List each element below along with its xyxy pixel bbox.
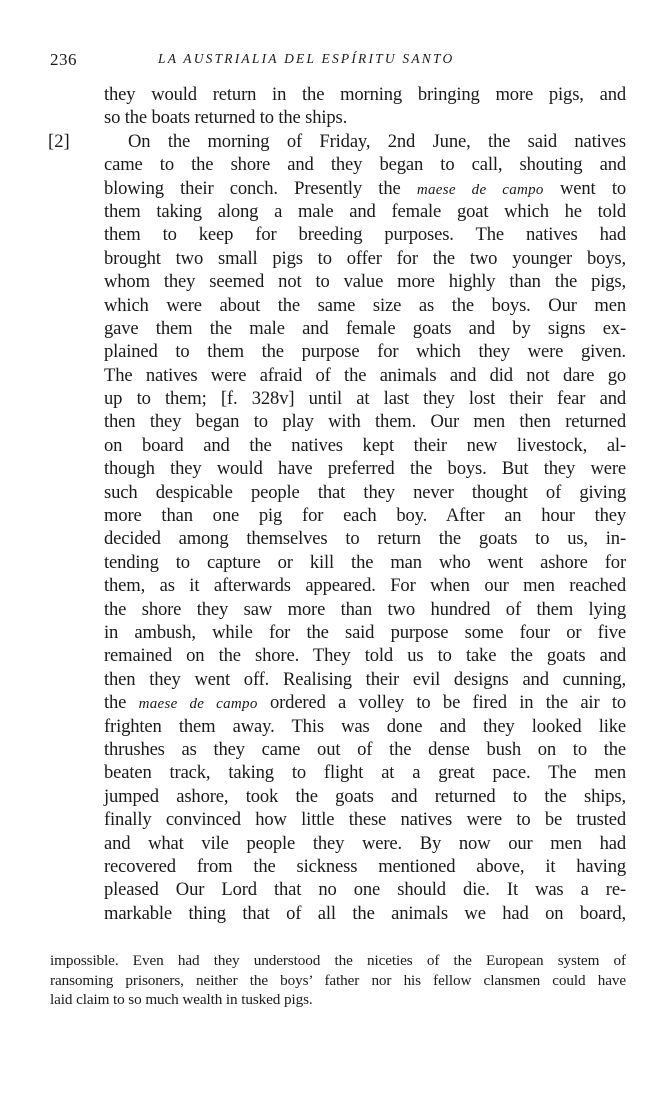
text-line-19: more than one pig for each boy. After an hour they bbox=[104, 505, 626, 527]
page-number: 236 bbox=[50, 50, 77, 69]
text-line-33: and what vile people they were. By now our men had bbox=[104, 832, 626, 854]
text-line-25: remained on the shore. They told us to take the goats and bbox=[104, 645, 626, 667]
text-line-5 bbox=[104, 177, 626, 200]
text-line-21: tending to capture or kill the man who went ashore for bbox=[104, 551, 626, 573]
text-line-7: them to keep for breeding purposes. The natives had bbox=[104, 224, 626, 246]
text-line-10: which were about the same size as the boys. Our men bbox=[104, 294, 626, 316]
footnote-line-3: laid claim to so much wealth in tusked pigs. bbox=[50, 991, 313, 1009]
text-line-34: recovered from the sickness mentioned above, it having bbox=[104, 855, 626, 877]
text-line-27-head: the bbox=[104, 692, 139, 714]
italic-term-maese-de-campo-2: maese de campo bbox=[138, 696, 258, 713]
paragraph-marker: [2] bbox=[48, 130, 70, 152]
text-line-32: finally convinced how little these natives were to be trusted bbox=[104, 809, 626, 831]
text-line-6: them taking along a male and female goat which he told bbox=[104, 200, 626, 222]
text-line-12: plained to them the purpose for which they were given. bbox=[104, 341, 626, 363]
text-line-31: jumped ashore, took the goats and returned to the ships, bbox=[104, 785, 626, 807]
text-line-5-tail: went to bbox=[543, 177, 626, 199]
text-line-28: frighten them away. This was done and they looked like bbox=[104, 715, 626, 737]
text-line-1: they would return in the morning bringing more pigs, and bbox=[104, 84, 626, 105]
text-line-4: came to the shore and they began to call, shouting and bbox=[104, 154, 626, 176]
footnote-line-2: ransoming prisoners, neither the boys’ father nor his fellow clansmen could have bbox=[50, 971, 626, 989]
text-line-20: decided among themselves to return the goats to us, in- bbox=[104, 528, 626, 550]
running-title: LA AUSTRIALIA DEL ESPÍRITU SANTO bbox=[158, 51, 455, 66]
text-line-36: markable thing that of all the animals we had on board, bbox=[104, 902, 626, 924]
text-line-15: then they began to play with them. Our men then returned bbox=[104, 411, 626, 433]
footnote bbox=[50, 951, 626, 1010]
text-line-29: thrushes as they came out of the dense bush on to the bbox=[104, 738, 626, 760]
italic-term-maese-de-campo: maese de campo bbox=[416, 181, 544, 198]
text-line-22: them, as it afterwards appeared. For when our men reached bbox=[104, 575, 626, 597]
footnote-line-1: impossible. Even had they understood the niceties of the European system of bbox=[50, 952, 626, 969]
text-line-30: beaten track, taking to flight at a great pace. The men bbox=[104, 762, 626, 784]
body-text bbox=[48, 83, 626, 925]
text-line-5-head: blowing their conch. Presently the bbox=[104, 177, 417, 199]
text-line-26: then they went off. Realising their evil designs and cunning, bbox=[104, 668, 626, 690]
text-line-2: so the boats returned to the ships. bbox=[104, 107, 348, 129]
text-line-17: though they would have preferred the boys. But they were bbox=[104, 458, 626, 480]
text-line-8: brought two small pigs to offer for the two younger boys, bbox=[104, 247, 626, 269]
text-line-24: in ambush, while for the said purpose some four or five bbox=[104, 621, 626, 643]
text-line-3: On the morning of Friday, 2nd June, the said natives bbox=[128, 130, 626, 152]
text-line-27 bbox=[104, 691, 626, 714]
text-line-35: pleased Our Lord that no one should die. It was a re- bbox=[104, 879, 626, 901]
text-line-18: such despicable people that they never thought of giving bbox=[104, 481, 626, 503]
text-line-27-tail: ordered a volley to be fired in the air to bbox=[257, 692, 626, 714]
text-line-16: on board and the natives kept their new livestock, al- bbox=[104, 434, 626, 456]
text-line-9: whom they seemed not to value more highly than the pigs, bbox=[104, 271, 626, 293]
text-line-23: the shore they saw more than two hundred of them lying bbox=[104, 598, 626, 620]
paragraph-start bbox=[48, 130, 626, 153]
running-head bbox=[0, 50, 658, 74]
text-line-11: gave them the male and female goats and by signs ex- bbox=[104, 317, 626, 339]
text-line-14: up to them; [f. 328v] until at last they lost their fear and bbox=[104, 388, 626, 410]
text-line-13: The natives were afraid of the animals and did not dare go bbox=[104, 364, 626, 386]
